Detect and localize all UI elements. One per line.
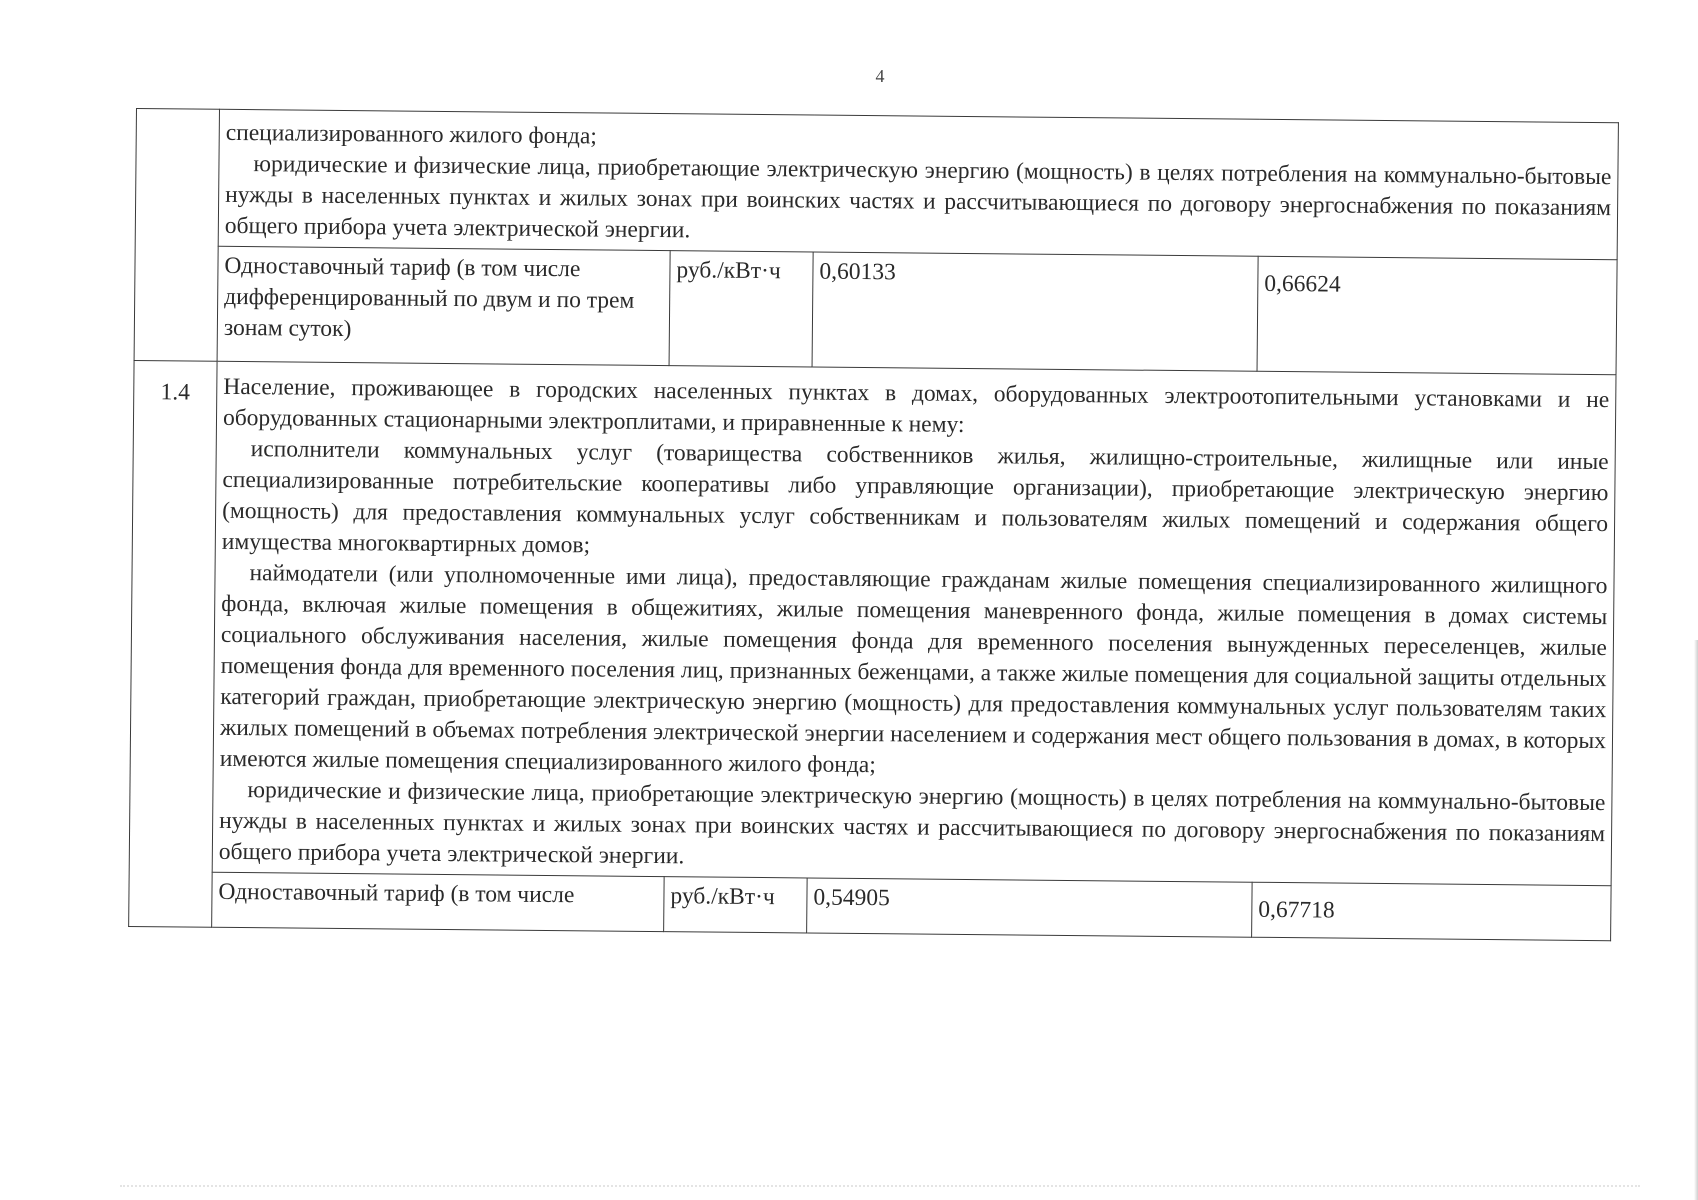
row-number: 1.4: [129, 360, 217, 927]
description-paragraph: юридические и физические лица, приобретающие электрическую энергию (мощность) в целях потребления на коммунально-бытовые нужды в населенных пунктах и жилых зонах при воинских частях и рассчитывающиеся по договору энергоснабжения по показаниям общего прибора учета электрической энергии.: [218, 777, 1606, 870]
scan-artifact-line: [120, 1183, 1640, 1187]
description-paragraph: исполнители коммунальных услуг (товарищества собственников жилья, жилищно-строительные, жилищные или иные специализированные потребительские кооперативы либо управляющие организации), приобретающие электрическую энергию (мощность) для предоставления коммунальных услуг собственникам и пользователям жилых помещений и содержания общего имущества многоквартирных домов;: [221, 436, 1609, 559]
tariff-value-2: 0,66624: [1257, 256, 1617, 374]
table-row: [134, 245, 1617, 374]
tariff-value-1: 0,54905: [807, 878, 1253, 937]
tariff-value-1: 0,60133: [812, 252, 1258, 371]
tariff-value-2: 0,67718: [1252, 882, 1612, 940]
description-paragraph: специализированного жилого фонда;: [225, 119, 597, 150]
tariff-unit: руб./кВт·ч: [669, 251, 813, 367]
tariff-name: Одноставочный тариф (в том числе: [212, 872, 665, 931]
scan-edge-shadow: [1694, 640, 1698, 1200]
table-row: [129, 360, 1616, 885]
description-paragraph: юридические и физические лица, приобретающие электрическую энергию (мощность) в целях потребления на коммунально-бытовые нужды в населенных пунктах и жилых зонах при воинских частях и рассчитывающиеся по договору энергоснабжения по показаниям общего прибора учета электрической энергии.: [224, 151, 1612, 244]
page-number: 4: [875, 66, 885, 86]
tariff-name: Одноставочный тариф (в том числе дифференцированный по двум и по трем зонам суток): [217, 246, 670, 365]
description-paragraph: наймодатели (или уполномоченные ими лица), предоставляющие гражданам жилые помещения специализированного жилищного фонда, включая жилые помещения в общежитиях, жилые помещения маневренного фонда, жилые помещения в домах системы социального обслуживания населения, жилые помещения фонда для временного поселения вынужденных переселенцев, жилые помещения фонда для временного поселения лиц, признанных беженцами, а также жилые помещения для социальной защиты отдельных категорий граждан, приобретающие электрическую энергию (мощность) для предоставления коммунальных услуг пользователям таких жилых помещений в объемах потребления электрической энергии населением и содержания мест общего пользования в домах, в которых имеются жилые помещения специализированного жилого фонда;: [219, 560, 1608, 779]
row-number: [134, 109, 219, 362]
table-row: [135, 109, 1618, 260]
tariff-table: [128, 108, 1619, 941]
consumer-description: [218, 109, 1618, 259]
tariff-unit: руб./кВт·ч: [664, 877, 808, 933]
consumer-description: [212, 361, 1616, 885]
description-paragraph: Население, проживающее в городских населенных пунктах в домах, оборудованных электроотопительными установками и не оборудованных стационарными электроплитами, и приравненные к нему:: [222, 373, 1610, 438]
